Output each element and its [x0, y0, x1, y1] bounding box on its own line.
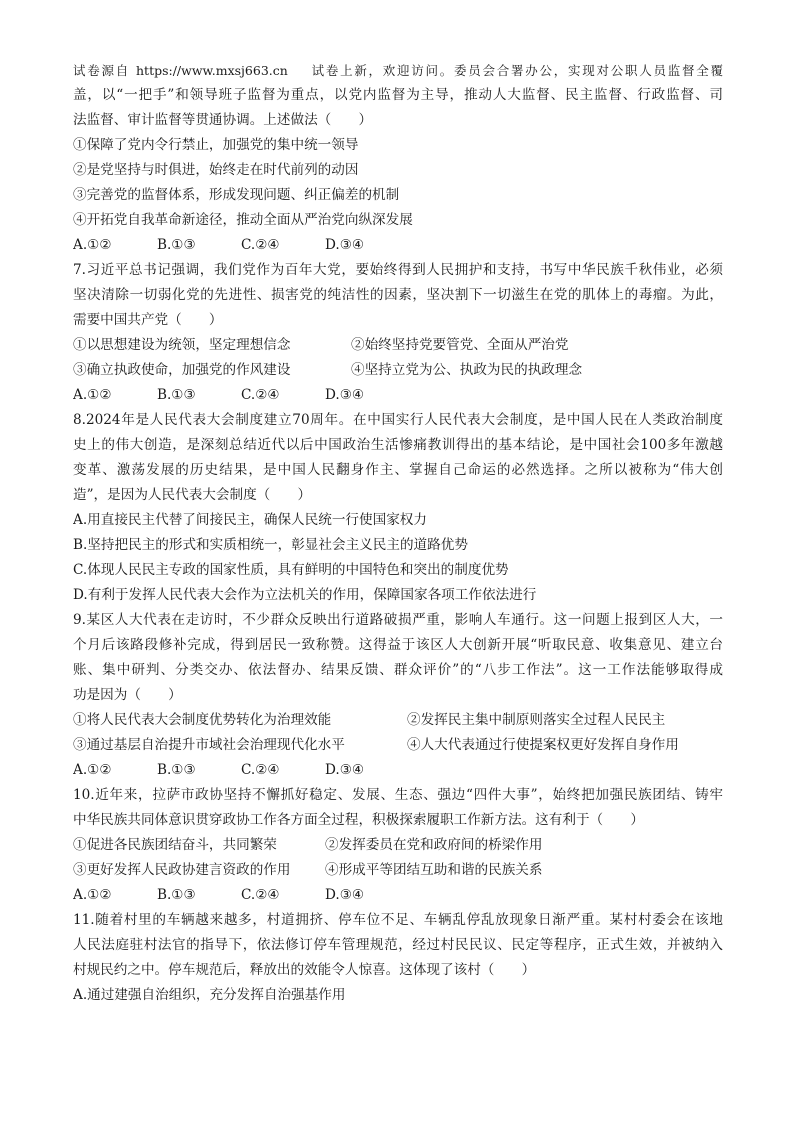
exam-page: [73, 58, 723, 1008]
q9-statement-3: ③通过基层自治提升市域社会治理现代化水平: [73, 737, 345, 753]
q10-statements-row-2: [73, 858, 723, 883]
q10-choice-b[interactable]: B.①③: [157, 887, 196, 903]
q6-line-3: 法监督、审计监督等贯通协调。上述做法（ ）: [73, 112, 373, 128]
q8-choice-a[interactable]: A.用直接民主代替了间接民主，确保人民统一行使国家权力: [73, 512, 427, 528]
q8-choice-b[interactable]: B.坚持把民主的形式和实质相统一，彰显社会主义民主的道路优势: [73, 537, 468, 553]
q10-choices: [73, 883, 723, 908]
q7-choice-b[interactable]: B.①③: [157, 387, 196, 403]
q9-choice-a[interactable]: A.①②: [73, 762, 112, 778]
source-label: 试卷源自: [73, 63, 130, 78]
q8-choice-c[interactable]: C.体现人民民主专政的国家性质，具有鲜明的中国特色和突出的制度优势: [73, 562, 509, 578]
q7-choice-c[interactable]: C.②④: [241, 387, 280, 403]
q9-choices: [73, 758, 723, 783]
q9-statements-row-1: [73, 708, 723, 733]
q9-choice-b[interactable]: B.①③: [157, 762, 196, 778]
q7-statement-2: ②始终坚持党要管党、全面从严治党: [351, 337, 569, 353]
q7-line-1: 7.习近平总书记强调，我们党作为百年大党，要始终得到人民拥护和支持，书写中华民族千秋伟业，必须: [73, 262, 723, 278]
q7-choices: [73, 383, 723, 408]
q6-line-2: 盖，以“一把手”和领导班子监督为重点，以党内监督为主导，推动人大监督、民主监督、行政监督、司: [73, 87, 723, 103]
q9-line-4: 功是因为（ ）: [73, 687, 182, 703]
q6-line1-tail: 委员会合署办公，实现对公职人员监督全覆: [454, 63, 723, 78]
notice-text: 试卷上新，欢迎访问。: [309, 63, 455, 78]
source-url[interactable]: https://www.mxsj663.cn: [136, 63, 288, 78]
q7-choice-d[interactable]: D.③④: [325, 387, 365, 403]
q10-statements-row-1: [73, 833, 723, 858]
q10-choice-a[interactable]: A.①②: [73, 887, 112, 903]
q7-statement-1: ①以思想建设为统领，坚定理想信念: [73, 337, 291, 353]
q9-choice-c[interactable]: C.②④: [241, 762, 280, 778]
q10-statement-1: ①促进各民族团结奋斗，共同繁荣: [73, 837, 277, 853]
q6-statement-2: ②是党坚持与时俱进，始终走在时代前列的动因: [73, 162, 359, 178]
q9-statements-row-2: [73, 733, 723, 758]
q8-choice-d[interactable]: D.有利于发挥人民代表大会作为立法机关的作用，保障国家各项工作依法进行: [73, 587, 537, 603]
q6-statement-1: ①保障了党内令行禁止，加强党的集中统一领导: [73, 137, 359, 153]
q7-statement-3: ③确立执政使命，加强党的作风建设: [73, 362, 291, 378]
q8-line-3: 变革、激荡发展的历史结果，是中国人民翻身作主、掌握自己命运的必然选择。之所以被称为“伟大创: [73, 462, 723, 478]
q7-line-2: 坚决清除一切弱化党的先进性、损害党的纯洁性的因素，坚决割下一切滋生在党的肌体上的毒瘤。为此，: [73, 287, 723, 303]
q6-choice-d[interactable]: D.③④: [325, 237, 365, 253]
q9-line-3: 账、集中研判、分类交办、依法督办、结果反馈、群众评价”的“八步工作法”。这一工作法能够取得成: [73, 662, 723, 678]
q9-statement-1: ①将人民代表大会制度优势转化为治理效能: [73, 712, 332, 728]
q8-line-2: 史上的伟大创造，是深刻总结近代以后中国政治生活惨痛教训得出的基本结论，是中国社会100多年激越: [73, 437, 723, 453]
q8-line-1: 8.2024年是人民代表大会制度建立70周年。在中国实行人民代表大会制度，是中国人民在人类政治制度: [73, 412, 723, 428]
q6-statement-3: ③完善党的监督体系，形成发现问题、纠正偏差的机制: [73, 187, 400, 203]
q6-choices: [73, 233, 723, 258]
q9-statement-2: ②发挥民主集中制原则落实全过程人民民主: [407, 712, 666, 728]
q11-choice-a[interactable]: A.通过建强自治组织，充分发挥自治强基作用: [73, 987, 346, 1003]
q10-statement-4: ④形成平等团结互助和谐的民族关系: [325, 862, 543, 878]
q9-line-2: 个月后该路段修补完成，得到居民一致称赞。这得益于该区人大创新开展“听取民意、收集意见、建立台: [73, 637, 723, 653]
q10-line-2: 中华民族共同体意识贯穿政协工作各方面全过程，积极探索履职工作新方法。这有利于（ ）: [73, 812, 644, 828]
q9-line-1: 9.某区人大代表在走访时，不少群众反映出行道路破损严重，影响人车通行。这一问题上报到区人大，一: [73, 612, 723, 628]
q10-choice-c[interactable]: C.②④: [241, 887, 280, 903]
q7-choice-a[interactable]: A.①②: [73, 387, 112, 403]
q6-line-1: [73, 58, 723, 83]
q10-line-1: 10.近年来，拉萨市政协坚持不懈抓好稳定、发展、生态、强边“四件大事”，始终把加强民族团结、铸牢: [73, 787, 723, 803]
q10-choice-d[interactable]: D.③④: [325, 887, 365, 903]
q9-statement-4: ④人大代表通过行使提案权更好发挥自身作用: [407, 737, 679, 753]
q7-line-3: 需要中国共产党（ ）: [73, 312, 223, 328]
q10-statement-2: ②发挥委员在党和政府间的桥梁作用: [325, 837, 543, 853]
q11-line-3: 村规民约之中。停车规范后，释放出的效能令人惊喜。这体现了该村（ ）: [73, 962, 536, 978]
q6-statement-4: ④开拓党自我革命新途径，推动全面从严治党向纵深发展: [73, 212, 413, 228]
q10-statement-3: ③更好发挥人民政协建言资政的作用: [73, 862, 291, 878]
q6-choice-b[interactable]: B.①③: [157, 237, 196, 253]
q11-line-2: 人民法庭驻村法官的指导下，依法修订停车管理规范，经过村民民议、民定等程序，正式生效，并被纳入: [73, 937, 723, 953]
q6-choice-a[interactable]: A.①②: [73, 237, 112, 253]
q11-line-1: 11.随着村里的车辆越来越多，村道拥挤、停车位不足、车辆乱停乱放现象日渐严重。某村村委会在该地: [73, 912, 723, 928]
q7-statement-4: ④坚持立党为公、执政为民的执政理念: [351, 362, 583, 378]
q8-line-4: 造”，是因为人民代表大会制度（ ）: [73, 487, 312, 503]
q7-statements-row-2: [73, 358, 723, 383]
q9-choice-d[interactable]: D.③④: [325, 762, 365, 778]
q6-choice-c[interactable]: C.②④: [241, 237, 280, 253]
q7-statements-row-1: [73, 333, 723, 358]
